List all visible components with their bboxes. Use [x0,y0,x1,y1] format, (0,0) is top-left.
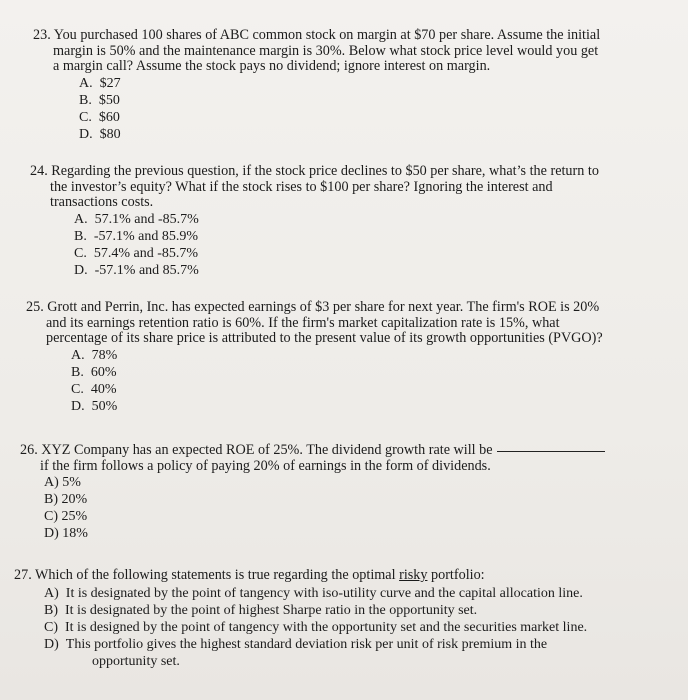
question-24-stem [30,164,599,211]
question-23-stem [33,28,600,75]
stem-line: XYZ Company has an expected ROE of 25%. The dividend growth rate will be [41,442,493,458]
option-a: A. 78% [71,347,118,363]
option-b: B. $50 [79,92,120,108]
question-25-stem [26,300,603,347]
stem-line: if the firm follows a policy of paying 20% of earnings in the form of dividends. [40,457,491,474]
question-24-options [30,211,599,279]
option-d-continuation: opportunity set. [92,653,180,669]
option-c: C. $60 [79,109,120,125]
stem-line: and its earnings retention ratio is 60%. If the firm's market capitalization rate is 15%, what [46,314,560,331]
stem-line: You purchased 100 shares of ABC common stock on margin at $70 per share. Assume the initial [53,27,601,43]
option-c: C. 40% [71,381,117,397]
question-23-options [33,75,600,143]
option-c: C) 25% [44,509,88,525]
option-d: D. $80 [79,126,121,142]
question-number: 23. [33,27,51,43]
stem-line: Regarding the previous question, if the stock price declines to $50 per share, what’s the return to [51,163,599,179]
option-b: B. -57.1% and 85.9% [74,228,199,244]
stem-line: the investor’s equity? What if the stock rises to $100 per share? Ignoring the interest and [50,178,553,195]
option-a: A) 5% [44,475,81,491]
question-number: 25. [26,299,44,315]
stem-line: a margin call? Assume the stock pays no dividend; ignore interest on margin. [53,58,491,75]
option-b: B) It is designated by the point of highest Sharpe ratio in the opportunity set. [44,602,478,618]
option-a: A) It is designated by the point of tangency with iso-utility curve and the capital allocation line. [44,585,583,601]
option-a: A. $27 [79,75,121,91]
question-number: 24. [30,163,48,179]
stem-line: Grott and Perrin, Inc. has expected earnings of $3 per share for next year. The firm's ROE is 20% [47,299,600,315]
question-25-options [26,347,603,415]
option-c: C. 57.4% and -85.7% [74,245,199,261]
option-b: B) 20% [44,492,88,508]
underlined-word: risky [399,567,428,583]
stem-line: percentage of its share price is attributed to the present value of its growth opportunities (PVGO)? [46,330,603,347]
stem-line: margin is 50% and the maintenance margin is 30%. Below what stock price level would you get [53,42,599,59]
option-d: D. 50% [71,398,118,414]
question-24 [30,164,599,279]
question-27-stem: 27. Which of the following statements is true regarding the optimal risky portfolio: [14,567,485,583]
question-27 [14,568,587,670]
question-26-stem [20,443,605,474]
question-25 [26,300,603,415]
question-26 [20,443,605,542]
option-d: D) 18% [44,526,88,542]
option-d: D) This portfolio gives the highest standard deviation risk per unit of risk premium in the [44,636,548,652]
option-c: C) It is designed by the point of tangency with the opportunity set and the securities market line. [44,619,588,635]
option-a: A. 57.1% and -85.7% [74,211,199,227]
answer-blank [497,451,605,452]
question-26-options [20,474,605,542]
question-23 [33,28,600,143]
stem-line: transactions costs. [50,194,154,211]
question-27-options [14,585,587,670]
option-d: D. -57.1% and 85.7% [74,262,199,278]
option-b: B. 60% [71,364,117,380]
question-number: 26. [20,442,38,458]
question-number: 27. [14,567,32,583]
